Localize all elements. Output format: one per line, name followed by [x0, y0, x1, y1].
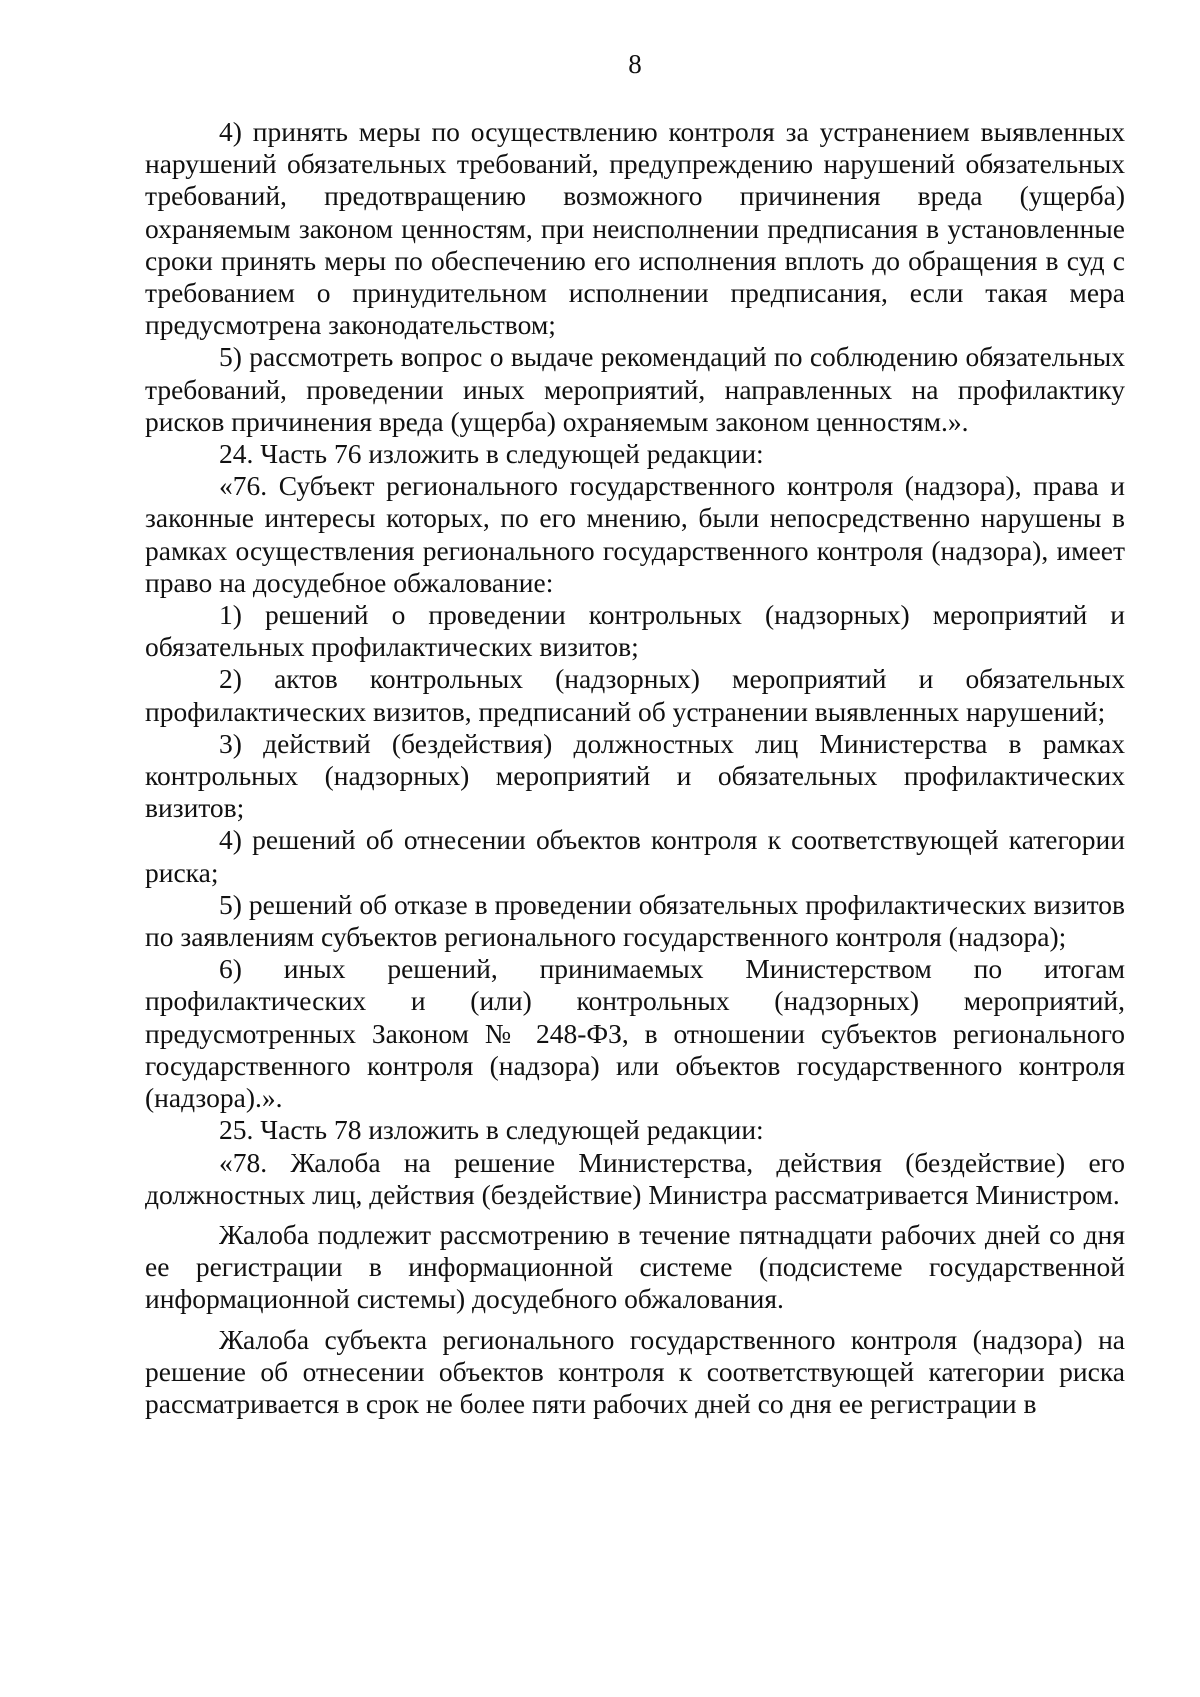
- paragraph-item-4-measures: 4) принять меры по осуществлению контроля за устранением выявленных нарушений обязательных требований, предупреждению нарушений обязательных требований, предотвращению возможного причинения вреда (ущерба) охраняемым законом ценностям, при неисполнении предписания в установленные сроки принять меры по обеспечению его исполнения вплоть до обращения в суд с требованием о принудительном исполнении предписания, если такая мера предусмотрена законодательством;: [145, 116, 1125, 341]
- paragraph-complaint-term: Жалоба подлежит рассмотрению в течение пятнадцати рабочих дней со дня ее регистрации в информационной системе (подсистеме государственной информационной системы) досудебного обжалования.: [145, 1218, 1125, 1315]
- paragraph-part-78: «78. Жалоба на решение Министерства, действия (бездействие) его должностных лиц, действия (бездействие) Министра рассматривается Министром.: [145, 1146, 1125, 1210]
- page-number: 8: [628, 49, 642, 79]
- paragraph-part-76-item-6: 6) иных решений, принимаемых Министерством по итогам профилактических и (или) контрольных (надзорных) мероприятий, предусмотренных Законом № 248-ФЗ, в отношении субъектов регионального государственного контроля (надзора) или объектов государственного контроля (надзора).».: [145, 953, 1125, 1114]
- paragraph-part-76-item-4: 4) решений об отнесении объектов контроля к соответствующей категории риска;: [145, 824, 1125, 888]
- document-body: [145, 116, 1125, 1420]
- paragraph-item-5-recommendations: 5) рассмотреть вопрос о выдаче рекомендаций по соблюдению обязательных требований, проведении иных мероприятий, направленных на профилактику рисков причинения вреда (ущерба) охраняемым законом ценностям.».: [145, 341, 1125, 437]
- paragraph-part-76: «76. Субъект регионального государственного контроля (надзора), права и законные интересы которых, по его мнению, были непосредственно нарушены в рамках осуществления регионального государственного контроля (надзора), имеет право на досудебное обжалование:: [145, 470, 1125, 598]
- paragraph-part-76-item-3: 3) действий (бездействия) должностных лиц Министерства в рамках контрольных (надзорных) мероприятий и обязательных профилактических визитов;: [145, 727, 1125, 824]
- paragraph-part-76-item-1: 1) решений о проведении контрольных (надзорных) мероприятий и обязательных профилактических визитов;: [145, 599, 1125, 663]
- paragraph-complaint-risk-category: Жалоба субъекта регионального государственного контроля (надзора) на решение об отнесении объектов контроля к соответствующей категории риска рассматривается в срок не более пяти рабочих дней со дня ее регистрации в: [145, 1323, 1125, 1419]
- paragraph-amendment-25: 25. Часть 78 изложить в следующей редакции:: [219, 1114, 764, 1146]
- paragraph-amendment-24: 24. Часть 76 изложить в следующей редакции:: [219, 438, 764, 470]
- paragraph-part-76-item-5: 5) решений об отказе в проведении обязательных профилактических визитов по заявлениям субъектов регионального государственного контроля (надзора);: [145, 888, 1125, 953]
- paragraph-part-76-item-2: 2) актов контрольных (надзорных) мероприятий и обязательных профилактических визитов, предписаний об устранении выявленных нарушений;: [145, 663, 1125, 727]
